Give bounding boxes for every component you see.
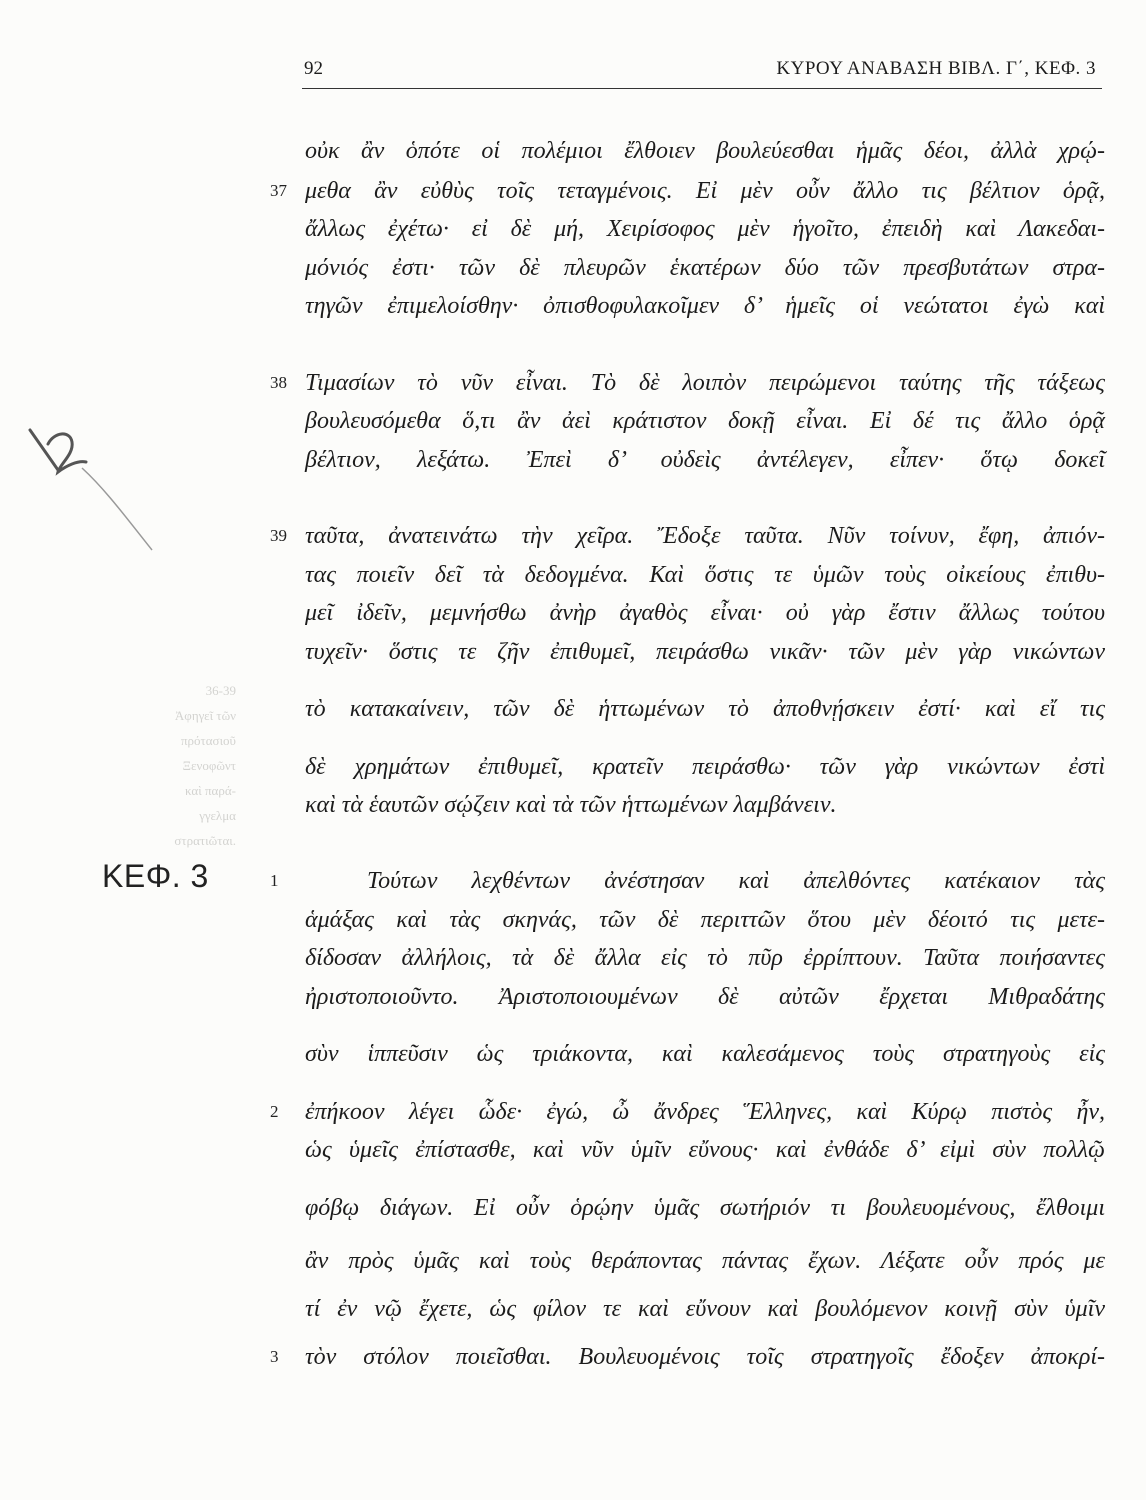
text-line: δίδοσαν ἀλλήλοις, τὰ δὲ ἄλλα εἰς τὸ πῦρ ἐρρίπτουν. Ταῦτα ποιήσαντες: [305, 945, 1105, 971]
handwritten-mark-icon: [20, 410, 160, 560]
text-line: οὐκ ἂν ὁπότε οἱ πολέμιοι ἔλθοιεν βουλεύεσθαι ἡμᾶς δέοι, ἀλλὰ χρῴ-: [305, 138, 1105, 164]
text-line: καὶ τὰ ἑαυτῶν σῴζειν καὶ τὰ τῶν ἡττωμένων λαμβάνειν.: [305, 792, 837, 818]
text-line: ἂν πρὸς ὑμᾶς καὶ τοὺς θεράποντας πάντας ἔχων. Λέξατε οὖν πρός με: [305, 1248, 1105, 1274]
marginal-note-line: γγελμα: [199, 808, 236, 823]
section-number: 37: [270, 181, 287, 200]
text-line: Τούτων λεχθέντων ἀνέστησαν καὶ ἀπελθόντες κατέκαιον τὰς: [367, 868, 1105, 894]
chapter-label: ΚΕΦ. 3: [102, 858, 209, 894]
text-line: ταῦτα, ἀνατεινάτω τὴν χεῖρα. Ἔδοξε ταῦτα. Νῦν τοίνυν, ἔφη, ἀπιόν-: [305, 523, 1105, 549]
text-line: τυχεῖν· ὅστις τε ζῆν ἐπιθυμεῖ, πειράσθω νικᾶν· τῶν μὲν γὰρ νικώντων: [305, 639, 1105, 665]
marginal-note-line: Ξενοφῶντ: [182, 758, 236, 773]
page-number: 92: [304, 58, 323, 79]
text-line: σὺν ἱππεῦσιν ὡς τριάκοντα, καὶ καλεσάμενος τοὺς στρατηγοὺς εἰς: [305, 1041, 1105, 1067]
text-line: τὸ κατακαίνειν, τῶν δὲ ἡττωμένων τὸ ἀποθνῄσκειν ἐστί· καὶ εἴ τις: [305, 696, 1105, 722]
text-line: Τιμασίων τὸ νῦν εἶναι. Τὸ δὲ λοιπὸν πειρώμενοι ταύτης τῆς τάξεως: [305, 370, 1105, 396]
text-line: τηγῶν ἐπιμελοίσθην· ὀπισθοφυλακοῖμεν δ’ ἡμεῖς οἱ νεώτατοι ἐγὼ καὶ: [305, 293, 1105, 319]
text-line: ἄλλως ἐχέτω· εἰ δὲ μή, Χειρίσοφος μὲν ἡγοῖτο, ἐπειδὴ καὶ Λακεδαι-: [305, 216, 1105, 242]
running-head: ΚΥΡΟΥ ΑΝΑΒΑΣΗ ΒΙΒΛ. Γ΄, ΚΕΦ. 3: [776, 58, 1096, 79]
marginal-note-line: Ἀφηγεῖ τῶν: [174, 708, 236, 723]
section-number: 2: [270, 1102, 279, 1121]
text-line: ὡς ὑμεῖς ἐπίστασθε, καὶ νῦν ὑμῖν εὔνους· καὶ ἐνθάδε δ’ εἰμὶ σὺν πολλῷ: [305, 1137, 1105, 1163]
text-line: μόνιός ἐστι· τῶν δὲ πλευρῶν ἑκατέρων δύο τῶν πρεσβυτάτων στρα-: [305, 255, 1105, 281]
section-number: 39: [270, 526, 287, 545]
text-line: ἁμάξας καὶ τὰς σκηνάς, τῶν δὲ περιττῶν ὅτου μὲν δέοιτό τις μετε-: [305, 907, 1105, 933]
section-number: 38: [270, 373, 287, 392]
section-number: 3: [270, 1347, 279, 1366]
text-line: δὲ χρημάτων ἐπιθυμεῖ, κρατεῖν πειράσθω· τῶν γὰρ νικώντων ἐστὶ: [305, 754, 1105, 780]
text-line: βέλτιον, λεξάτω. Ἐπεὶ δ’ οὐδεὶς ἀντέλεγεν, εἶπεν· ὅτῳ δοκεῖ: [305, 447, 1105, 473]
marginal-note: [96, 678, 236, 853]
marginal-note-line: πρότασιοῦ: [180, 733, 236, 748]
text-line: τὸν στόλον ποιεῖσθαι. Βουλευομένοις τοῖς στρατηγοῖς ἔδοξεν ἀποκρί-: [305, 1344, 1105, 1370]
text-line: φόβῳ διάγων. Εἰ οὖν ὁρῴην ὑμᾶς σωτήριόν τι βουλευομένους, ἔλθοιμι: [305, 1195, 1105, 1221]
text-line: μεθα ἂν εὐθὺς τοῖς τεταγμένοις. Εἰ μὲν οὖν ἄλλο τις βέλτιον ὁρᾷ,: [305, 178, 1105, 204]
marginal-note-line: καὶ παρά-: [185, 783, 236, 798]
text-line: ἠριστοποιοῦντο. Ἀριστοποιουμένων δὲ αὐτῶν ἔρχεται Μιθραδάτης: [305, 984, 1105, 1010]
text-line: βουλευσόμεθα ὅ,τι ἂν ἀεὶ κράτιστον δοκῇ εἶναι. Εἰ δέ τις ἄλλο ὁρᾷ: [305, 408, 1105, 434]
page-header: [302, 56, 1102, 89]
text-line: τί ἐν νῷ ἔχετε, ὡς φίλον τε καὶ εὔνουν καὶ βουλόμενον κοινῇ σὺν ὑμῖν: [305, 1296, 1105, 1322]
section-number: 1: [270, 871, 279, 890]
text-line: μεῖ ἰδεῖν, μεμνήσθω ἀνὴρ ἀγαθὸς εἶναι· οὐ γὰρ ἔστιν ἄλλως τούτου: [305, 600, 1105, 626]
marginal-note-line: 36-39: [205, 683, 236, 698]
marginal-note-line: στρατιῶται.: [174, 833, 236, 848]
text-line: τας ποιεῖν δεῖ τὰ δεδογμένα. Καὶ ὅστις τε ὑμῶν τοὺς οἰκείους ἐπιθυ-: [305, 562, 1105, 588]
text-line: ἐπήκοον λέγει ὧδε· ἐγώ, ὦ ἄνδρες Ἕλληνες, καὶ Κύρῳ πιστὸς ἦν,: [305, 1099, 1105, 1125]
